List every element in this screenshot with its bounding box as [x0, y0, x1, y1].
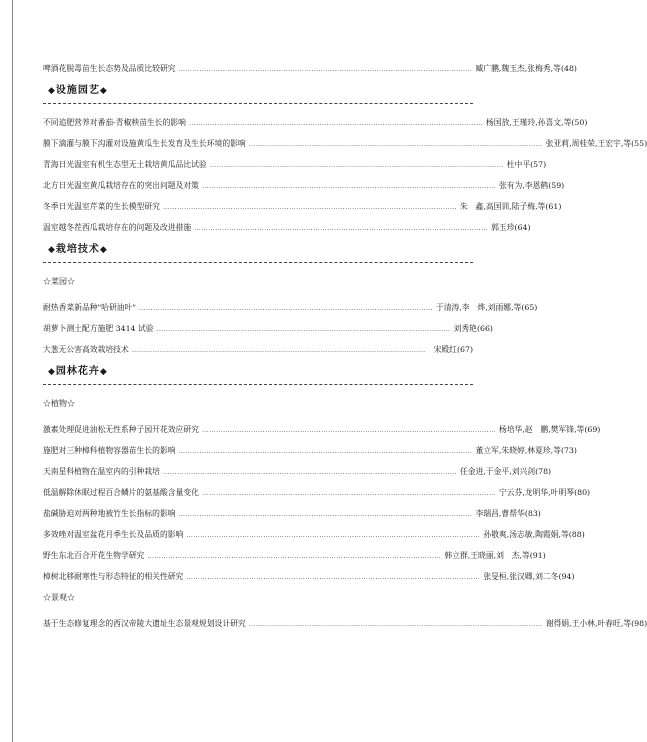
leader-dots: ……………………………………………………………………………………………………………… — [201, 182, 496, 190]
entry-page: (64) — [514, 223, 531, 232]
entry-page: (94) — [558, 572, 575, 581]
diamond-icon: ◆ — [48, 86, 56, 96]
leader-dots: ……………………………………………………………………………………………………………… — [131, 346, 426, 354]
entry-page: (66) — [476, 324, 493, 333]
entry-page: (65) — [521, 303, 538, 312]
entry-page: (80) — [574, 488, 591, 497]
leader-dots: ……………………………………………………………………………………………………………… — [147, 552, 442, 560]
toc-entry[interactable] — [43, 154, 547, 175]
toc-entry[interactable] — [43, 133, 647, 154]
subsection-title: 景观 — [51, 593, 67, 602]
entry-authors: 郭玉珍 — [491, 223, 515, 232]
leader-dots: ……………………………………………………………………………………………………………… — [201, 426, 496, 434]
entry-authors: 宋殿红 — [433, 345, 457, 354]
section-title: 设施园艺 — [55, 85, 100, 96]
subsection-heading — [43, 393, 473, 415]
leader-dots: ……………………………………………………………………………………………………………… — [178, 65, 473, 73]
entry-title: 温室越冬茬西瓜栽培存在的问题及改进措施 — [43, 223, 192, 232]
star-icon: ☆ — [43, 399, 51, 408]
leader-dots: ……………………………………………………………………………………………………………… — [178, 510, 473, 518]
section-divider — [43, 103, 473, 104]
leader-dots: ……………………………………………………………………………………………………………… — [186, 573, 481, 581]
entry-title: 多效唑对温室盆花月季生长及品质的影响 — [43, 530, 184, 539]
section-heading — [48, 79, 473, 103]
subsection-heading — [43, 587, 473, 609]
entry-title: 施肥对三种樟科植物容器苗生长的影响 — [43, 446, 176, 455]
entry-authors: 孙敬爽,汤志敏,陶霞娟,等 — [483, 530, 569, 539]
section-divider — [43, 384, 473, 385]
entry-page: (78) — [535, 467, 552, 476]
entry-title: 天南星科植物在温室内的引种栽培 — [43, 467, 160, 476]
entry-title: 北方日光温室黄瓜栽培存在的突出问题及对策 — [43, 181, 199, 190]
entry-authors: 董立军,朱晓婷,林夏珍,等 — [475, 446, 561, 455]
star-icon: ☆ — [67, 399, 75, 408]
entry-title: 耐热香菜新品种"哈研油叶" — [43, 303, 136, 312]
leader-dots: ……………………………………………………………………………………………………………… — [178, 447, 473, 455]
toc-entry[interactable] — [43, 524, 585, 545]
diamond-icon: ◆ — [99, 245, 108, 255]
entry-authors: 张旻桓,张汉卿,刘二冬 — [483, 572, 559, 581]
toc-entry[interactable] — [43, 503, 541, 524]
table-of-contents — [43, 58, 647, 634]
page-edge-line — [12, 0, 13, 742]
entry-page: (59) — [548, 181, 565, 190]
entry-page: (55) — [631, 139, 647, 148]
toc-entry[interactable] — [43, 545, 546, 566]
entry-page: (57) — [530, 160, 547, 169]
entry-title: 樟树北移耐寒性与形态特征的相关性研究 — [43, 572, 184, 581]
leader-dots: ……………………………………………………………………………………………………………… — [248, 140, 543, 148]
section-heading — [48, 360, 473, 384]
leader-dots: ……………………………………………………………………………………………………………… — [194, 224, 489, 232]
entry-authors: 杜中平 — [506, 160, 531, 169]
section-title: 栽培技术 — [55, 244, 100, 255]
toc-entry[interactable] — [43, 461, 552, 482]
entry-page: (50) — [571, 118, 588, 127]
entry-authors: 张有为,李恩鹤 — [498, 181, 549, 190]
entry-page: (67) — [456, 345, 473, 354]
subsection-heading — [43, 271, 473, 293]
entry-title: 大葱无公害高效栽培技术 — [43, 345, 129, 354]
entry-authors: 朱 鑫,高国训,陆子梅,等 — [459, 202, 546, 211]
entry-authors: 于清涛,李 烨,刘雨娜,等 — [435, 303, 522, 312]
entry-authors: 宁云芬,龙明华,叶明琴 — [498, 488, 575, 497]
toc-entry[interactable] — [43, 440, 577, 461]
toc-entry[interactable] — [43, 112, 588, 133]
entry-authors: 杨培华,赵 鹏,樊军锋,等 — [498, 425, 585, 434]
toc-entry[interactable] — [43, 175, 565, 196]
toc-entry[interactable] — [43, 566, 575, 587]
toc-entry[interactable] — [43, 613, 647, 634]
star-icon: ☆ — [43, 593, 51, 602]
entry-authors: 张亚莉,周桂荣,王宏宇,等 — [545, 139, 632, 148]
star-icon: ☆ — [67, 593, 75, 602]
entry-title: 不同追肥营养对番茄-青椒秧苗生长的影响 — [43, 118, 186, 127]
entry-title: 冬季日光温室芹菜的生长模型研究 — [43, 202, 160, 211]
entry-title: 基于生态修复理念的西汉帝陵大遗址生态景观规划设计研究 — [43, 619, 246, 628]
entry-page: (98) — [631, 619, 647, 628]
entry-authors: 杨国放,王瑾玲,孙喜文,等 — [485, 118, 572, 127]
entry-page: (91) — [529, 551, 546, 560]
entry-authors: 韩立群,王晓丽,刘 杰,等 — [444, 551, 530, 560]
toc-entry[interactable] — [43, 217, 531, 238]
entry-title: 低温解除休眠过程百合鳞片的氨基酸含量变化 — [43, 488, 199, 497]
section-divider — [43, 262, 473, 263]
leader-dots: ……………………………………………………………………………………………………………… — [186, 531, 481, 539]
section-title: 园林花卉 — [55, 366, 100, 377]
entry-authors: 任金进,于金平,刘兴剑 — [459, 467, 536, 476]
entry-title: 膜下滴灌与膜下沟灌对设施黄瓜生长发育及生长环境的影响 — [43, 139, 246, 148]
entry-page: (83) — [524, 509, 541, 518]
toc-entry[interactable] — [43, 297, 538, 318]
diamond-icon: ◆ — [48, 245, 56, 255]
entry-title: 胡萝卜测土配方施肥 3414 试验 — [43, 324, 154, 333]
leader-dots: ……………………………………………………………………………………………………………… — [162, 203, 457, 211]
entry-authors: 刘秀艳 — [453, 324, 477, 333]
entry-page: (73) — [560, 446, 577, 455]
subsection-title: 菜园 — [51, 277, 67, 286]
diamond-icon: ◆ — [48, 367, 56, 377]
leader-dots: ……………………………………………………………………………………………………………… — [248, 620, 543, 628]
subsection-title: 植物 — [51, 399, 67, 408]
toc-entry[interactable] — [43, 482, 591, 503]
diamond-icon: ◆ — [99, 367, 108, 377]
section-heading — [48, 238, 473, 262]
leader-dots: ……………………………………………………………………………………………………………… — [201, 489, 496, 497]
entry-page: (88) — [568, 530, 585, 539]
entry-title: 野生东北百合开花生物学研究 — [43, 551, 145, 560]
entry-authors: 谢得娟,王小林,叶春旺,等 — [545, 619, 632, 628]
toc-entry[interactable] — [43, 58, 577, 79]
entry-authors: 臧广鹏,魏玉杰,张梅秀,等 — [475, 64, 561, 73]
toc-entry[interactable] — [43, 318, 493, 339]
star-icon: ☆ — [43, 277, 51, 286]
toc-entry[interactable] — [43, 419, 601, 440]
entry-page: (48) — [560, 64, 577, 73]
toc-entry[interactable] — [43, 196, 562, 217]
entry-title: 盐碱胁迫对两种地被竹生长指标的影响 — [43, 509, 176, 518]
leader-dots: ……………………………………………………………………………………………………………… — [162, 468, 457, 476]
entry-title: 青海日光温室有机生态型无土栽培黄瓜品比试验 — [43, 160, 207, 169]
entry-title: 啤酒花脱毒苗生长态势及品质比较研究 — [43, 64, 176, 73]
leader-dots: ……………………………………………………………………………………………………………… — [138, 304, 433, 312]
diamond-icon: ◆ — [99, 86, 108, 96]
entry-page: (61) — [545, 202, 562, 211]
toc-entry[interactable] — [43, 339, 473, 360]
star-icon: ☆ — [67, 277, 75, 286]
leader-dots: ……………………………………………………………………………………………………………… — [156, 325, 451, 333]
leader-dots: ……………………………………………………………………………………………………………… — [209, 161, 504, 169]
entry-title: 激素处理促进油松无性系种子园开花效应研究 — [43, 425, 199, 434]
leader-dots: ……………………………………………………………………………………………………………… — [188, 119, 483, 127]
entry-page: (69) — [584, 425, 601, 434]
entry-authors: 李瑞昌,曹帮华 — [475, 509, 525, 518]
